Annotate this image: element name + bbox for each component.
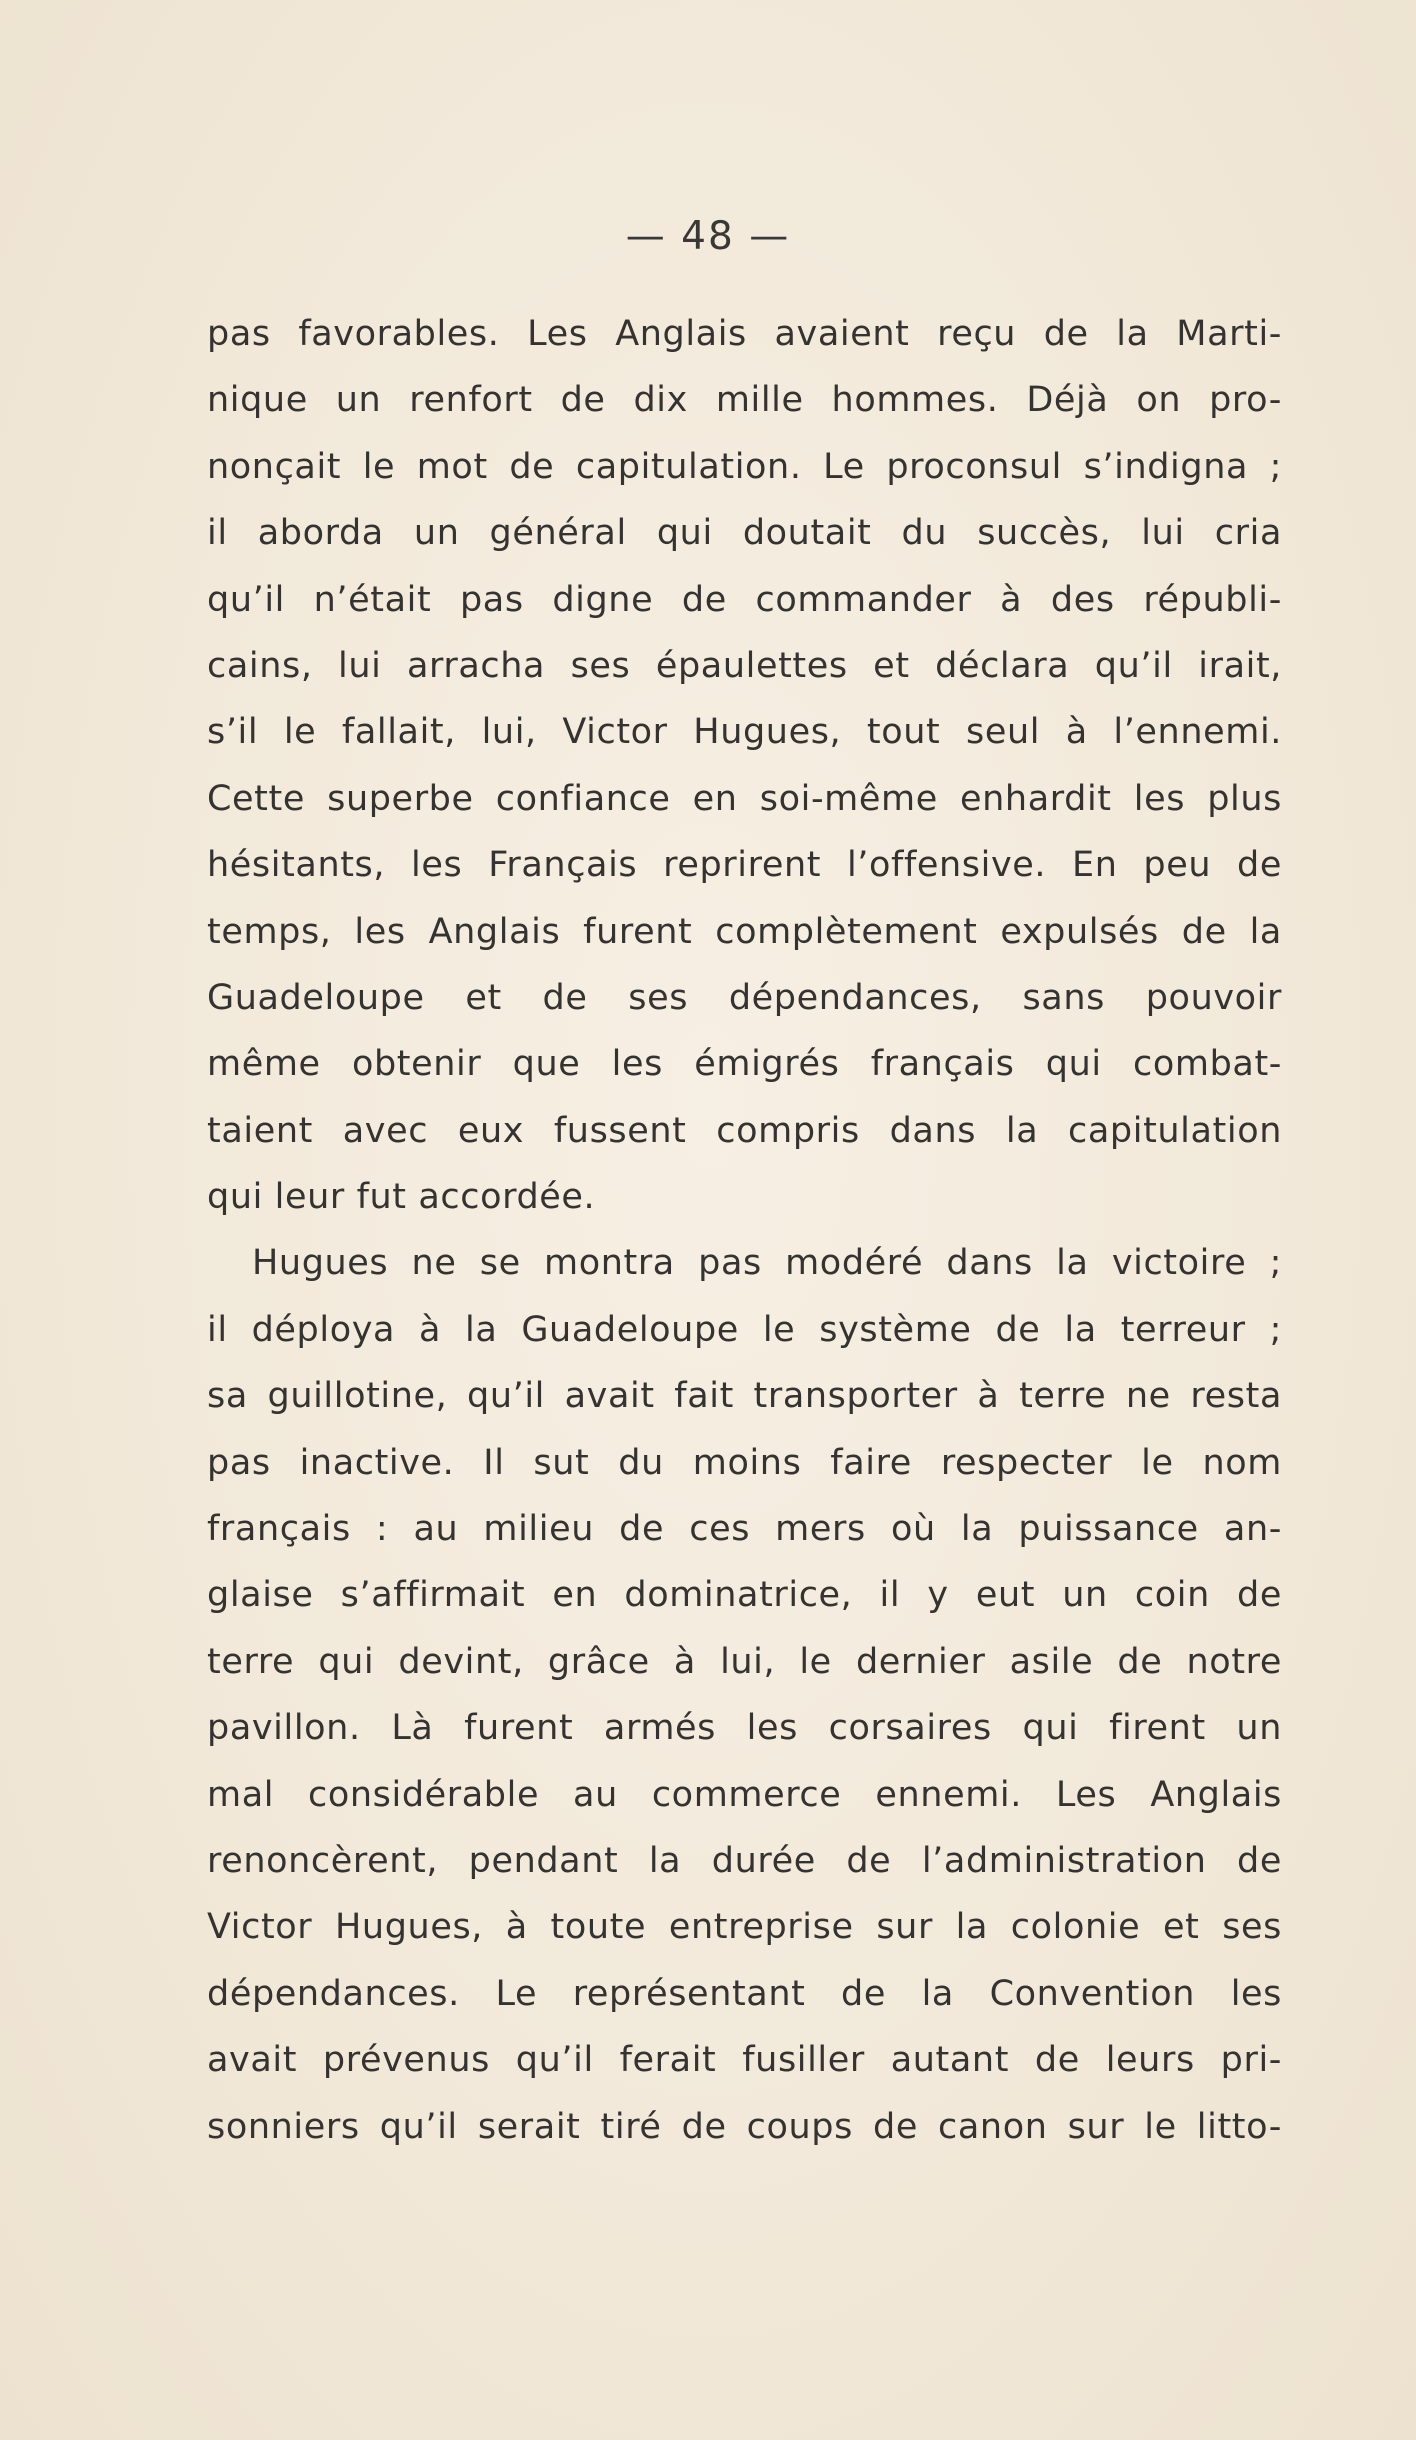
text-line: s’il le fallait, lui, Victor Hugues, tout seul à l’ennemi. (207, 712, 1282, 753)
text-line: renoncèrent, pendant la durée de l’administration de (207, 1840, 1282, 1881)
text-line: pas favorables. Les Anglais avaient reçu de la Marti- (207, 314, 1282, 354)
text-line: Cette superbe confiance en soi-même enhardit les plus (207, 778, 1282, 819)
paragraph-end-line: qui leur fut accordée. (207, 1177, 596, 1218)
text-line: cains, lui arracha ses épaulettes et déclara qu’il irait, (207, 645, 1282, 686)
text-line: il déploya à la Guadeloupe le système de la terreur ; (207, 1309, 1282, 1350)
text-line: pavillon. Là furent armés les corsaires qui firent un (207, 1708, 1282, 1749)
text-line: mal considérable au commerce ennemi. Les Anglais (207, 1774, 1282, 1815)
text-line: sa guillotine, qu’il avait fait transporter à terre ne resta (207, 1376, 1282, 1417)
text-line: temps, les Anglais furent complètement expulsés de la (207, 911, 1282, 952)
text-line: sonniers qu’il serait tiré de coups de canon sur le litto- (207, 2106, 1282, 2147)
page-number: — 48 — (625, 214, 791, 259)
text-line: Guadeloupe et de ses dépendances, sans pouvoir (207, 977, 1282, 1018)
text-line: glaise s’affirmait en dominatrice, il y eut un coin de (207, 1575, 1282, 1616)
text-line: qu’il n’était pas digne de commander à des républi- (207, 579, 1282, 620)
text-line: taient avec eux fussent compris dans la capitulation (207, 1110, 1282, 1151)
text-line: dépendances. Le représentant de la Convention les (207, 1973, 1282, 2014)
body-text (207, 301, 1282, 2160)
text-line: avait prévenus qu’il ferait fusiller autant de leurs pri- (207, 2040, 1282, 2081)
text-line: Victor Hugues, à toute entreprise sur la colonie et ses (207, 1907, 1282, 1948)
text-line: nique un renfort de dix mille hommes. Déjà on pro- (207, 380, 1282, 421)
text-line: pas inactive. Il sut du moins faire respecter le nom (207, 1442, 1282, 1483)
text-line: terre qui devint, grâce à lui, le dernier asile de notre (207, 1641, 1282, 1682)
text-line: il aborda un général qui doutait du succès, lui cria (207, 513, 1282, 554)
paragraph-start-line: Hugues ne se montra pas modéré dans la victoire ; (252, 1243, 1282, 1284)
text-line: même obtenir que les émigrés français qui combat- (207, 1044, 1282, 1085)
text-line: hésitants, les Français reprirent l’offensive. En peu de (207, 845, 1282, 886)
text-line: français : au milieu de ces mers où la puissance an- (207, 1509, 1282, 1550)
text-line: nonçait le mot de capitulation. Le proconsul s’indigna ; (207, 446, 1282, 487)
